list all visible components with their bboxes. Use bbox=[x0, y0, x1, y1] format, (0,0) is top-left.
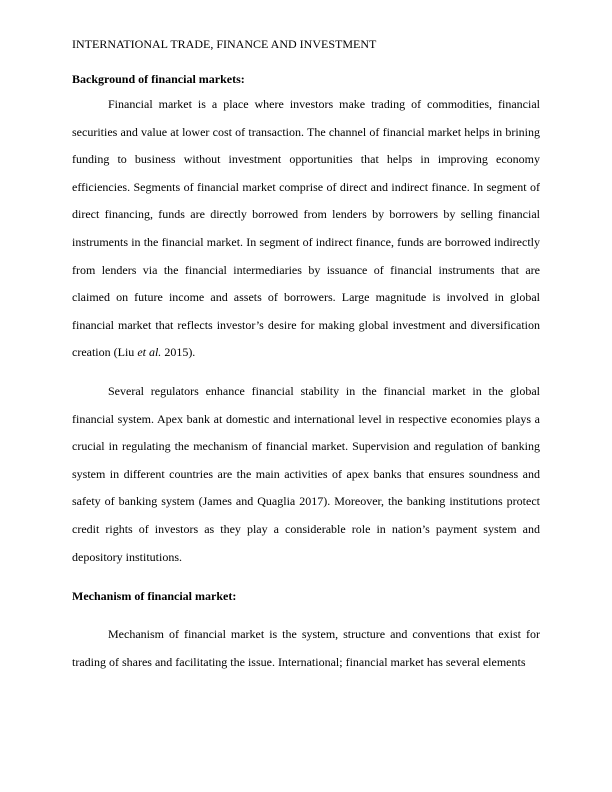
section-heading-background: Background of financial markets: bbox=[72, 72, 245, 86]
running-head: INTERNATIONAL TRADE, FINANCE AND INVESTMENT bbox=[72, 37, 377, 51]
paragraph-mechanism: Mechanism of financial market is the system, structure and conventions that exist for trading of shares and facilitating the issue. International; financial market has several elements bbox=[72, 627, 540, 669]
paragraph-financial-market-definition bbox=[72, 91, 540, 367]
paragraph-regulators: Several regulators enhance financial stability in the financial market in the global financial system. Apex bank at domestic and international level in respective economies plays a crucial in regulating the mechanism of financial market. Supervision and regulation of banking system in different countries are the main activities of apex banks that ensures soundness and safety of banking system (James and Quaglia 2017). Moreover, the banking institutions protect credit rights of investors as they play a considerable role in nation’s payment system and depository institutions. bbox=[72, 384, 540, 564]
paragraph-text: Financial market is a place where investors make trading of commodities, financial securities and value at lower cost of transaction. The channel of financial market helps in brining funding to business without investment opportunities that helps in improving economy efficiencies. Segments of financial market comprise of direct and indirect finance. In segment of direct financing, funds are directly borrowed from lenders by borrowers by selling financial instruments in the financial market. In segment of indirect finance, funds are borrowed indirectly from lenders via the financial intermediaries by issuance of financial instruments that are claimed on future income and assets of borrowers. Large magnitude is involved in global financial market that reflects investor’s desire for making global investment and diversification creation (Liu bbox=[72, 97, 540, 360]
paragraph-text-end: 2015). bbox=[161, 345, 196, 360]
citation-italic: et al. bbox=[137, 345, 162, 360]
section-heading-mechanism: Mechanism of financial market: bbox=[72, 589, 237, 603]
